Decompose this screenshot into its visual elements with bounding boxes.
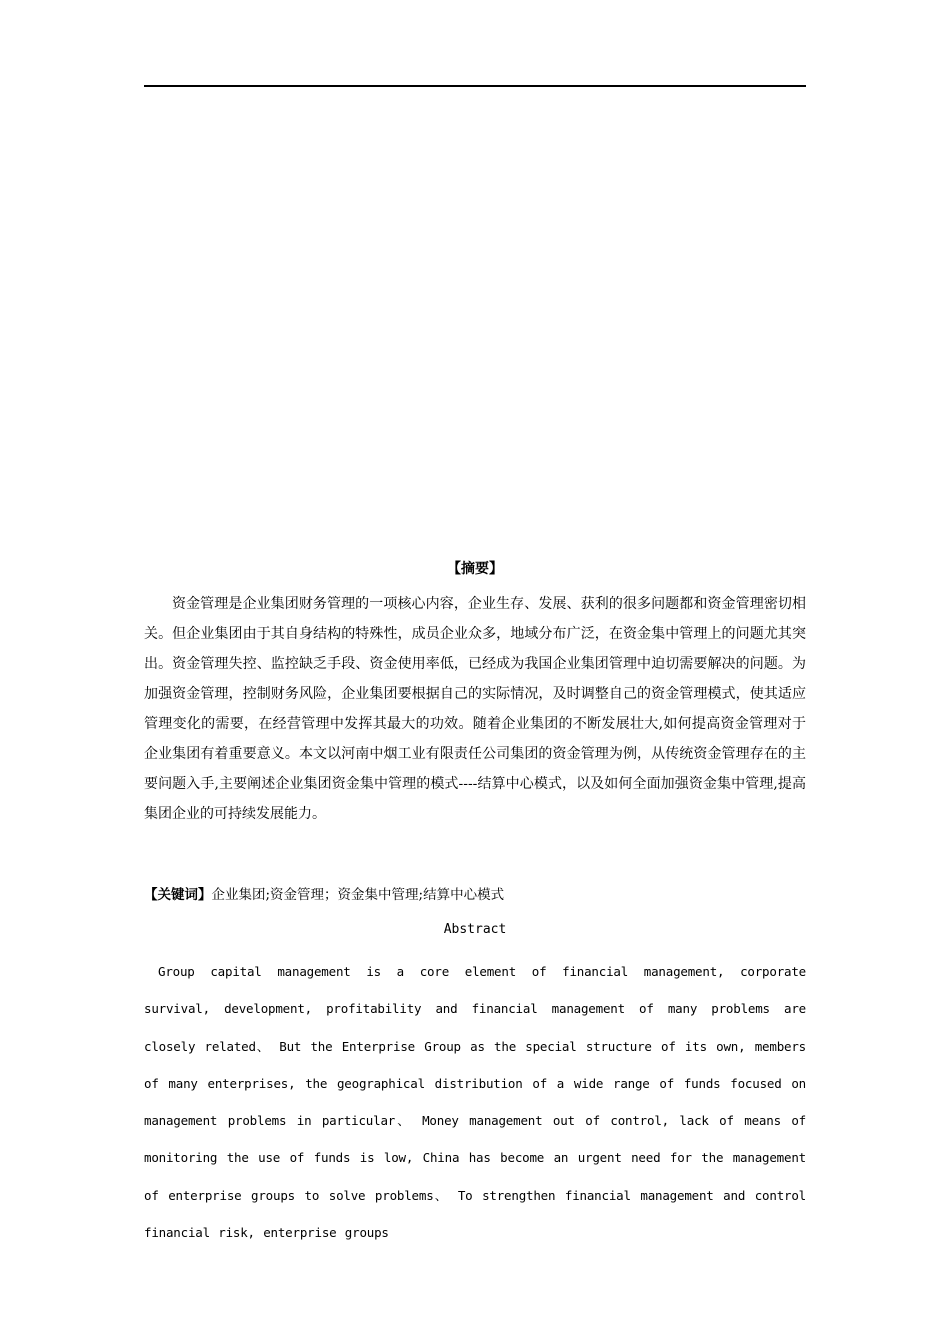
abstract-en-heading: Abstract [443,922,507,937]
abstract-cn-body: 资金管理是企业集团财务管理的一项核心内容，企业生存、发展、获利的很多问题都和资金管理密切相关。但企业集团由于其自身结构的特殊性，成员企业众多，地域分布广泛，在资金集中管理上的问题尤其突出。资金管理失控、监控缺乏手段、资金使用率低，已经成为我国企业集团管理中迫切需要解决的问题。为加强资金管理，控制财务风险，企业集团要根据自己的实际情况，及时调整自己的资金管理模式，使其适应管理变化的需要，在经营管理中发挥其最大的功效。随着企业集团的不断发展壮大,如何提高资金管理对于企业集团有着重要意义。本文以河南中烟工业有限责任公司集团的资金管理为例，从传统资金管理存在的主要问题入手,主要阐述企业集团资金集中管理的模式----结算中心模式，以及如何全面加强资金集中管理,提高集团企业的可持续发展能力。 [144,596,806,822]
abstract-en-body: Group capital management is a core element of financial management, corporate survival, development, profitability and financial management of many problems are closely related、 But the Enterprise Group as the special structure of its own, members of many enterprises, the geographical distribution of a wide range of funds focused on management problems in particular、 Money management out of control, lack of means of monitoring the use of funds is low, China has become an urgent need for the management of enterprise groups to solve problems、 To strengthen financial management and control financial risk, enterprise groups [144,964,806,1241]
abstract-cn-heading: 【摘要】 [447,561,503,577]
keywords-text: 企业集团;资金管理；资金集中管理;结算中心模式 [211,887,505,903]
keywords-label: 【关键词】 [144,887,212,903]
keywords-line [144,885,806,905]
header-rule [144,85,806,87]
